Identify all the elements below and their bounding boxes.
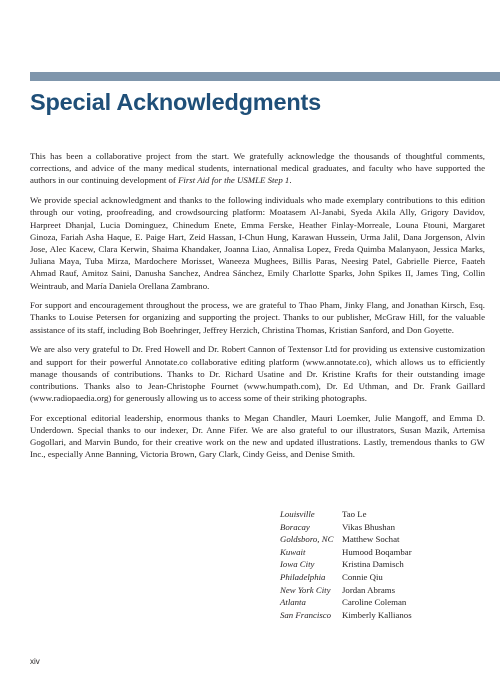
signature-place: San Francisco [280, 609, 332, 620]
signature-name: Tao Le [342, 509, 367, 519]
acknowledgments-body [30, 150, 485, 468]
paragraph-support: For support and encouragement throughout the process, we are grateful to Thao Pham, Jinky Flang, and Jonathan Kirsch, Esq. Thanks to Louise Petersen for organizing and supporting the project. Thanks to our publisher, McGraw Hill, for the valuable assistance of its staff, including Bob Boehringer, Jeffrey Herzich, Christina Thomas, Kristian Sanford, and Don Goyette. [30, 300, 485, 335]
signature-row [280, 571, 412, 584]
paragraph-platform: We are also very grateful to Dr. Fred Howell and Dr. Robert Cannon of Textensor Ltd for providing us extensive customization and support for their powerful Annotate.co collaborative editing platform (www.annotate.co), which allows us to efficiently manage thousands of contributions. Thanks to Dr. Richard Usatine and Dr. Kristine Krafts for their outstanding image contributions. Thanks also to Jean-Christophe Fournet (www.humpath.com), Dr. Ed Uthman, and Dr. Frank Gaillard (www.radiopaedia.org) for generously allowing us to access some of their striking photographs. [30, 344, 485, 404]
book-title: First Aid for the USMLE Step 1 [178, 175, 290, 186]
signature-name: Kimberly Kallianos [342, 609, 412, 620]
signature-row [280, 521, 412, 534]
signature-name: Kristina Damisch [342, 559, 404, 570]
signature-place: Boracay [280, 521, 310, 532]
paragraph-contributors: We provide special acknowledgment and thanks to the following individuals who made exemplary contributions to this edition through our voting, proofreading, and crowdsourcing platform: Moatasem Al-Janabi, Syeda Akila Ally, Grigory Davidov, Harpreet Dhanjal, Lucia Dominguez, Chinedum Enete, Emma Ferske, Heather Finlay-Morreale, Louna Ftouni, Margaret Ginoza, Fariah Asha Haque, E. Paige Hart, Zeid Hassan, I-Chun Hung, Karawan Hussein, Urma Jalil, Dana Jorgenson, Alvin Jose, Alec Kacew, Clara Kerwin, Shaima Khandaker, Joanna Liao, Annalisa Lopez, Freda Quimba Malanyaon, Jessica Marks, Juliana Maya, Tuba Mirza, Mardochere Morisset, Waneeza Mughees, Billis Paras, Neesirg Patel, Gabrielle Pierce, Faateh Ahmad Rauf, Amitoz Saini, Danusha Sanchez, Andrea Sánchez, Emily Charlotte Sparks, John Spikes II, James Ting, Collin Weintraub, and María Daniela Orellana Zambrano. [30, 195, 485, 291]
paragraph-editorial: For exceptional editorial leadership, enormous thanks to Megan Chandler, Mauri Loemker, Julie Mangoff, and Emma D. Underdown. Special thanks to our indexer, Dr. Anne Fifer. We are also grateful to our illustrators, Susan Mazik, Artemisa Gogollari, and Marvin Bundo, for their creative work on the new and updated illustrations. Lastly, tremendous thanks to GW Inc., especially Anne Banning, Victoria Brown, Gary Clark, Cindy Geiss, and Denise Smith. [30, 412, 485, 460]
paragraph-intro-end: . [289, 175, 292, 186]
signature-place: New York City [280, 584, 331, 595]
signature-place: Philadelphia [280, 571, 326, 582]
signature-row [280, 533, 412, 546]
signature-place: Goldsboro, NC [280, 534, 334, 545]
header-rule [30, 72, 500, 81]
signature-place: Louisville [280, 509, 315, 519]
paragraph-intro-text: This has been a collaborative project from the start. We gratefully acknowledge the thousands of thoughtful comments, corrections, and advice of the many medical students, international medical graduates, and faculty who have supported the authors in our continuing development of [30, 151, 485, 186]
signature-name: Matthew Sochat [342, 534, 400, 545]
signature-place: Kuwait [280, 546, 306, 557]
signature-name: Humood Boqambar [342, 546, 412, 557]
signature-name: Connie Qiu [342, 571, 383, 582]
paragraph-intro [30, 150, 485, 187]
author-signatures [280, 508, 412, 621]
signature-row [280, 609, 412, 622]
signature-row [280, 546, 412, 559]
signature-name: Caroline Coleman [342, 597, 407, 608]
page-title: Special Acknowledgments [30, 89, 321, 115]
signature-place: Iowa City [280, 559, 315, 570]
signature-row [280, 584, 412, 597]
signature-name: Vikas Bhushan [342, 521, 395, 532]
signature-row [280, 508, 412, 521]
signature-row [280, 596, 412, 609]
signature-name: Jordan Abrams [342, 584, 396, 595]
signature-place: Atlanta [280, 597, 306, 608]
page-number: xiv [30, 657, 40, 666]
signature-row [280, 558, 412, 571]
